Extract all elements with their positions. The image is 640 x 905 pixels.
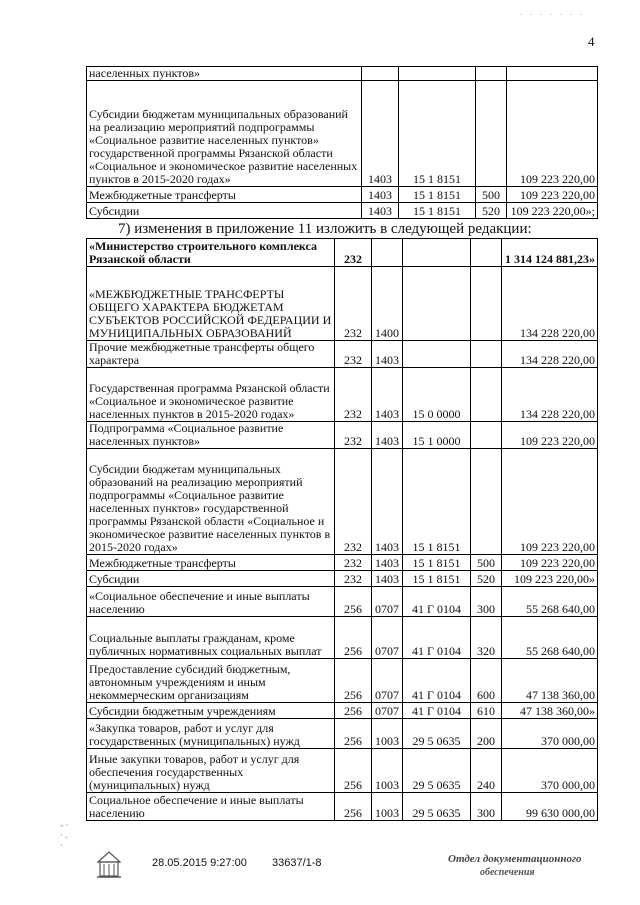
row-amount: 109 223 220,00»; [507, 203, 598, 219]
stamp-line-2: обеспечения [480, 867, 535, 878]
row-name: Государственная программа Рязанской области «Социальное и экономическое развитие населенных пунктов в 2015-2020 годах» [87, 368, 335, 422]
row-name: Субсидии бюджетам муниципальных образований на реализацию мероприятий подпрограммы «Социальное развитие населенных пунктов» государственной программы Рязанской области «Социальное и экономическое развитие населенных пунктов в 2015-2020 годах» [87, 81, 362, 187]
row-ministry-code: 232 [335, 555, 372, 571]
table-row [87, 449, 598, 555]
row-name: «МЕЖБЮДЖЕТНЫЕ ТРАНСФЕРТЫ ОБЩЕГО ХАРАКТЕРА БЮДЖЕТАМ СУБЪЕКТОВ РОССИЙСКОЙ ФЕДЕРАЦИИ И МУНИЦИПАЛЬНЫХ ОБРАЗОВАНИЙ [87, 267, 335, 341]
row-expense-type [471, 267, 502, 341]
row-amount: 109 223 220,00 [502, 449, 598, 555]
row-expense-type [471, 341, 502, 368]
table-row [87, 187, 598, 203]
row-ministry-code: 256 [335, 659, 372, 703]
row-expense-type: 300 [471, 793, 502, 821]
row-target-code: 15 1 8151 [399, 81, 476, 187]
row-amount: 370 000,00 [502, 719, 598, 749]
row-section: 0707 [372, 587, 403, 617]
row-amount: 109 223 220,00 [502, 422, 598, 449]
row-name: Иные закупки товаров, работ и услуг для обеспечения государственных (муниципальных) нужд [87, 749, 335, 793]
row-amount: 134 228 220,00 [502, 267, 598, 341]
table-row [87, 617, 598, 659]
row-amount: 370 000,00 [502, 749, 598, 793]
row-target-code: 41 Г 0104 [403, 659, 471, 703]
row-expense-type: 520 [476, 203, 507, 219]
row-amount: 109 223 220,00 [507, 187, 598, 203]
row-name: Субсидии бюджетам муниципальных образований на реализацию мероприятий подпрограммы «Социальное развитие населенных пунктов» государственной программы Рязанской области «Социальное и экономическое развитие населенных пунктов в 2015-2020 годах» [87, 449, 335, 555]
row-expense-type: 500 [476, 187, 507, 203]
row-target-code [403, 267, 471, 341]
row-section: 1403 [372, 422, 403, 449]
row-name: «Министерство строительного комплекса Рязанской области [87, 239, 335, 267]
row-ministry-code: 232 [335, 267, 372, 341]
row-ministry-code: 232 [335, 239, 372, 267]
table-row [87, 368, 598, 422]
row-section: 1003 [372, 749, 403, 793]
row-section: 0707 [372, 617, 403, 659]
row-name: Прочие межбюджетные трансферты общего характера [87, 341, 335, 368]
row-section: 1403 [372, 555, 403, 571]
row-amount: 134 228 220,00 [502, 368, 598, 422]
row-target-code: 15 1 8151 [403, 571, 471, 587]
footer-datetime: 28.05.2015 9:27:00 [152, 857, 247, 869]
row-target-code: 15 1 8151 [399, 187, 476, 203]
table-row [87, 571, 598, 587]
row-target-code: 15 1 0000 [403, 422, 471, 449]
row-target-code: 41 Г 0104 [403, 617, 471, 659]
row-amount: 99 630 000,00 [502, 793, 598, 821]
row-name: населенных пунктов» [87, 67, 362, 81]
row-section: 1403 [362, 187, 399, 203]
row-name: «Закупка товаров, работ и услуг для государственных (муниципальных) нужд [87, 719, 335, 749]
row-expense-type: 610 [471, 703, 502, 719]
top-dots: . . . . . . . [520, 8, 585, 17]
row-target-code: 15 1 8151 [403, 449, 471, 555]
row-target-code [399, 67, 476, 81]
row-expense-type: 240 [471, 749, 502, 793]
row-target-code: 15 1 8151 [399, 203, 476, 219]
row-expense-type: 600 [471, 659, 502, 703]
row-name: Субсидии [87, 203, 362, 219]
row-ministry-code: 256 [335, 793, 372, 821]
row-ministry-code: 232 [335, 571, 372, 587]
row-name: «Социальное обеспечение и иные выплаты населению [87, 587, 335, 617]
row-amount: 47 138 360,00» [502, 703, 598, 719]
table-row [87, 659, 598, 703]
row-section: 1403 [362, 81, 399, 187]
row-target-code: 15 1 8151 [403, 555, 471, 571]
row-name: Предоставление субсидий бюджетным, автономным учреждениям и иным некоммерческим организациям [87, 659, 335, 703]
stamp-line-1: Отдел документационного [448, 853, 582, 865]
table-row [87, 239, 598, 267]
row-section: 1403 [362, 203, 399, 219]
row-amount: 134 228 220,00 [502, 341, 598, 368]
row-section [372, 239, 403, 267]
row-target-code: 29 5 0635 [403, 749, 471, 793]
table-row [87, 703, 598, 719]
budget-table-appendix-11 [86, 238, 598, 821]
row-amount [507, 67, 598, 81]
row-target-code: 29 5 0635 [403, 719, 471, 749]
row-ministry-code: 256 [335, 719, 372, 749]
row-section: 1403 [372, 341, 403, 368]
row-amount: 55 268 640,00 [502, 587, 598, 617]
row-name: Субсидии [87, 571, 335, 587]
footer-doc-number: 33637/1-8 [272, 857, 322, 869]
row-name: Социальное обеспечение и иные выплаты населению [87, 793, 335, 821]
row-target-code: 15 0 0000 [403, 368, 471, 422]
row-expense-type [476, 67, 507, 81]
row-amount: 1 314 124 881,23» [502, 239, 598, 267]
row-expense-type [476, 81, 507, 187]
row-ministry-code: 232 [335, 449, 372, 555]
row-ministry-code: 232 [335, 341, 372, 368]
row-section: 1400 [372, 267, 403, 341]
table-row [87, 749, 598, 793]
row-expense-type: 200 [471, 719, 502, 749]
row-section [362, 67, 399, 81]
row-expense-type: 320 [471, 617, 502, 659]
table-row [87, 422, 598, 449]
table-row [87, 267, 598, 341]
row-expense-type: 520 [471, 571, 502, 587]
table-row [87, 793, 598, 821]
row-amount: 109 223 220,00 [507, 81, 598, 187]
building-emblem-icon [94, 850, 124, 880]
page-number: 4 [588, 34, 595, 49]
row-name: Межбюджетные трансферты [87, 187, 362, 203]
row-expense-type [471, 422, 502, 449]
row-expense-type [471, 239, 502, 267]
table-row [87, 555, 598, 571]
row-amount: 55 268 640,00 [502, 617, 598, 659]
row-target-code: 29 5 0635 [403, 793, 471, 821]
table-row [87, 587, 598, 617]
row-name: Межбюджетные трансферты [87, 555, 335, 571]
row-ministry-code: 232 [335, 368, 372, 422]
row-name: Субсидии бюджетным учреждениям [87, 703, 335, 719]
table-row [87, 203, 598, 219]
table-row [87, 719, 598, 749]
row-ministry-code: 256 [335, 703, 372, 719]
row-target-code: 41 Г 0104 [403, 703, 471, 719]
row-target-code: 41 Г 0104 [403, 587, 471, 617]
row-expense-type: 500 [471, 555, 502, 571]
row-section: 1403 [372, 368, 403, 422]
row-target-code [403, 239, 471, 267]
row-amount: 47 138 360,00 [502, 659, 598, 703]
row-amount: 109 223 220,00» [502, 571, 598, 587]
table-row [87, 67, 598, 81]
budget-table-part1 [86, 66, 598, 219]
row-section: 0707 [372, 659, 403, 703]
row-name: Подпрограмма «Социальное развитие населенных пунктов» [87, 422, 335, 449]
row-section: 1403 [372, 449, 403, 555]
row-ministry-code: 256 [335, 617, 372, 659]
row-ministry-code: 256 [335, 749, 372, 793]
row-expense-type: 300 [471, 587, 502, 617]
margin-marks: - · · . · [60, 820, 69, 850]
row-ministry-code: 232 [335, 422, 372, 449]
row-expense-type [471, 368, 502, 422]
row-section: 1003 [372, 719, 403, 749]
row-section: 1003 [372, 793, 403, 821]
row-amount: 109 223 220,00 [502, 555, 598, 571]
row-section: 1403 [372, 571, 403, 587]
row-expense-type [471, 449, 502, 555]
row-target-code [403, 341, 471, 368]
amendment-heading: 7) изменения в приложение 11 изложить в следующей редакции: [118, 221, 532, 237]
row-section: 0707 [372, 703, 403, 719]
row-name: Социальные выплаты гражданам, кроме публичных нормативных социальных выплат [87, 617, 335, 659]
row-ministry-code: 256 [335, 587, 372, 617]
table-row [87, 81, 598, 187]
table-row [87, 341, 598, 368]
